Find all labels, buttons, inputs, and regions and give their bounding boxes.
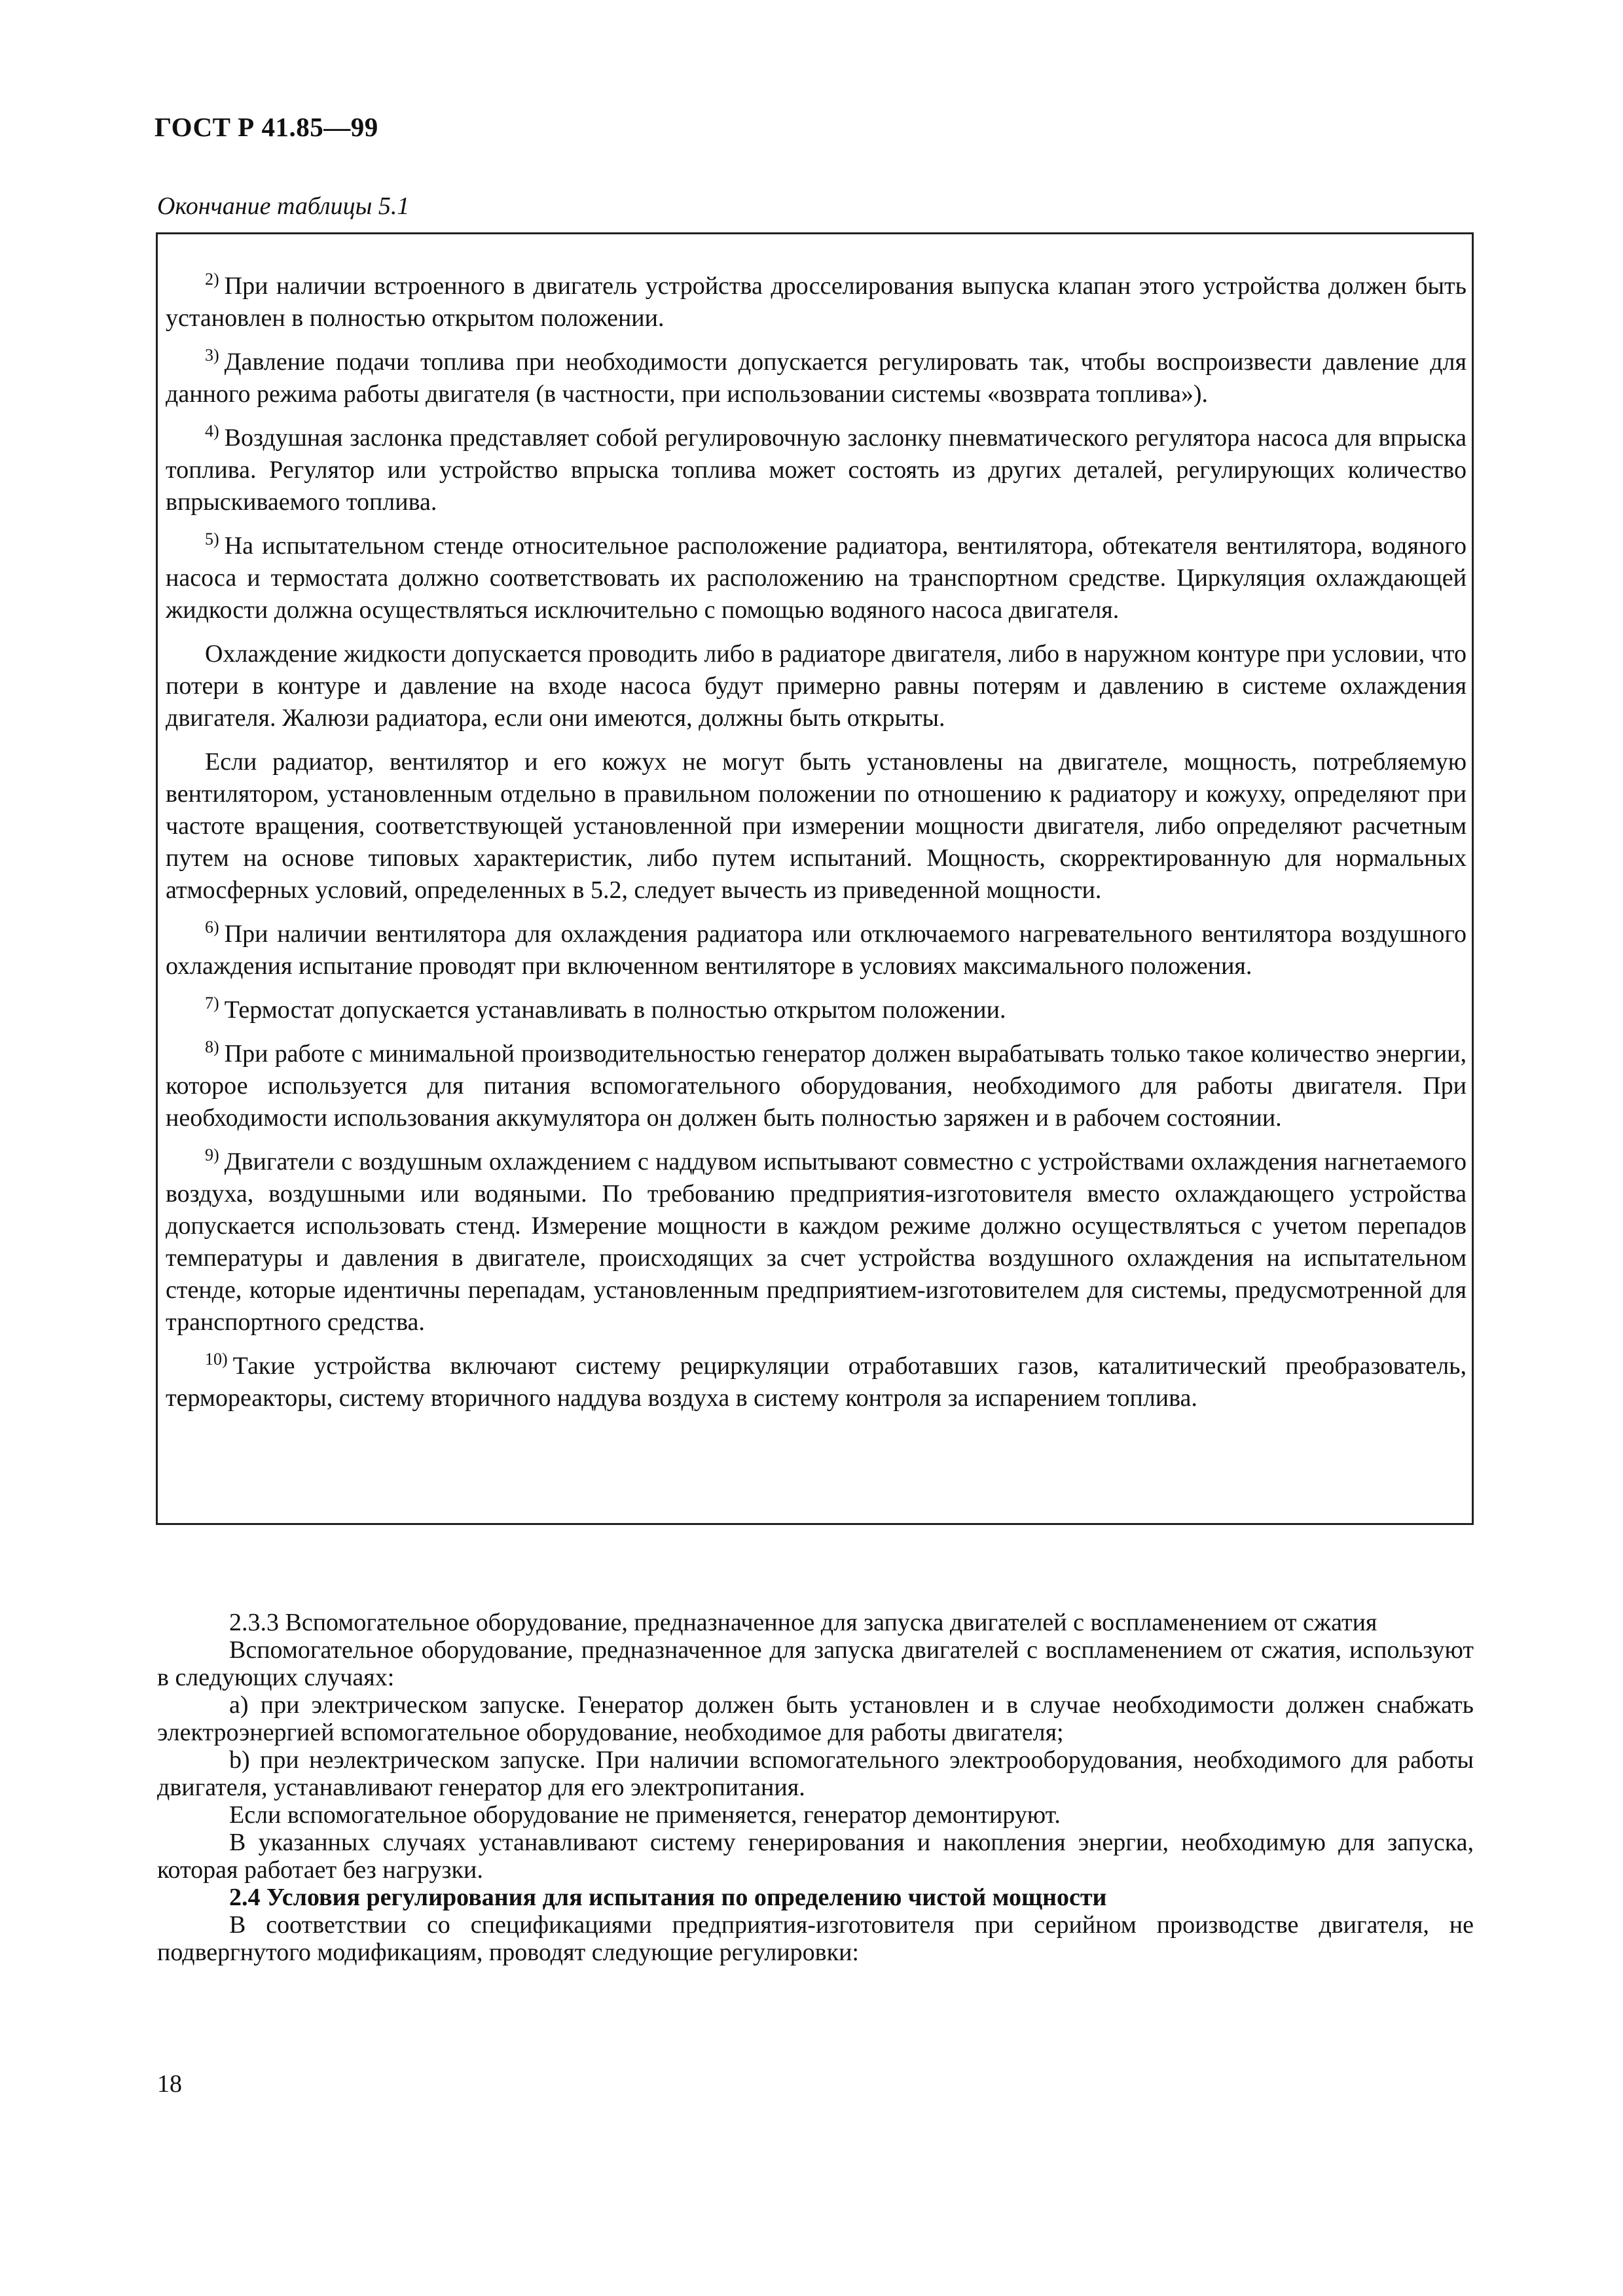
- table-note: [166, 530, 1467, 626]
- list-item: a) при электрическом запуске. Генератор должен быть установлен и в случае необходимости должен снабжать электроэнергией вспомогательное оборудование, необходимое для работы двигателя;: [157, 1691, 1474, 1746]
- note-text: На испытательном стенде относительное расположение радиатора, вентилятора, обтекателя вентилятора, водяного насоса и термостата должно соответствовать их расположению на транспортном средстве. Циркуляция охлаждающей жидкости должна осуществляться исключительно с помощью водяного насоса двигателя.: [166, 532, 1467, 624]
- table-note: [166, 638, 1467, 734]
- note-text: При наличии вентилятора для охлаждения радиатора или отключаемого нагревательного вентилятора воздушного охлаждения испытание проводят при включенном вентиляторе в условиях максимального положения.: [166, 920, 1467, 980]
- document-code: ГОСТ Р 41.85—99: [155, 112, 378, 142]
- page-number: 18: [157, 2070, 182, 2098]
- body-paragraph: Если вспомогательное оборудование не применяется, генератор демонтируют.: [229, 1801, 1061, 1829]
- note-text: При наличии встроенного в двигатель устройства дросселирования выпуска клапан этого устройства должен быть установлен в полностью открытом положении.: [166, 272, 1467, 332]
- note-text: Если радиатор, вентилятор и его кожух не могут быть установлены на двигателе, мощность, потребляемую вентилятором, установленным отдельно в правильном положении по отношению к радиатору и кожуху, определяют при частоте вращения, соответствующей установленной при измерении мощности двигателя, либо определяют расчетным путем на основе типовых характеристик, либо путем испытаний. Мощность, скорректированную для нормальных атмосферных условий, определенных в 5.2, следует вычесть из приведенной мощности.: [166, 748, 1467, 904]
- note-text: Двигатели с воздушным охлаждением с наддувом испытывают совместно с устройствами охлаждения нагнетаемого воздуха, воздушными или водяными. По требованию предприятия-изготовителя вместо охлаждающего устройства допускается использовать стенд. Измерение мощности в каждом режиме должно осуществляться с учетом перепадов температуры и давления в двигателе, происходящих за счет устройства воздушного охлаждения на испытательном стенде, которые идентичны перепадам, установленным предприятием-изготовителем для системы, предусмотренной для транспортного средства.: [166, 1148, 1467, 1336]
- note-text: Термостат допускается устанавливать в полностью открытом положении.: [224, 996, 1006, 1024]
- note-marker: 7): [205, 994, 219, 1013]
- table-note: [166, 918, 1467, 982]
- table-note: [166, 1146, 1467, 1338]
- table-note: [166, 270, 1467, 334]
- note-marker: 6): [205, 918, 219, 937]
- table-note: [166, 746, 1467, 906]
- note-marker: 2): [205, 270, 219, 289]
- table-caption: Окончание таблицы 5.1: [157, 192, 410, 220]
- note-text: Такие устройства включают систему рециркуляции отработавших газов, каталитический преобразователь, термореакторы, систему вторичного наддува воздуха в систему контроля за испарением топлива.: [166, 1352, 1467, 1412]
- table-note: [166, 1350, 1467, 1414]
- section-paragraph: 2.3.3 Вспомогательное оборудование, предназначенное для запуска двигателей с воспламенением от сжатия: [229, 1609, 1377, 1636]
- section-heading: 2.4 Условия регулирования для испытания по определению чистой мощности: [229, 1884, 1107, 1911]
- table-note: [166, 422, 1467, 518]
- table-note: [166, 1038, 1467, 1134]
- table-notes-box: [156, 232, 1474, 1525]
- body-paragraph: Вспомогательное оборудование, предназначенное для запуска двигателей с воспламенением от сжатия, используют в следующих случаях:: [157, 1636, 1474, 1691]
- note-marker: 5): [205, 529, 219, 548]
- body-text: [157, 1609, 1474, 1966]
- note-marker: 8): [205, 1037, 219, 1056]
- note-text: Давление подачи топлива при необходимости допускается регулировать так, чтобы воспроизвести давление для данного режима работы двигателя (в частности, при использовании системы «возврата топлива»).: [166, 348, 1467, 408]
- note-text: При работе с минимальной производительностью генератор должен вырабатывать только такое количество энергии, которое используется для питания вспомогательного оборудования, необходимого для работы двигателя. При необходимости использования аккумулятора он должен быть полностью заряжен и в рабочем состоянии.: [166, 1040, 1467, 1132]
- body-paragraph: В указанных случаях устанавливают систему генерирования и накопления энергии, необходимую для запуска, которая работает без нагрузки.: [157, 1829, 1474, 1884]
- note-text: Охлаждение жидкости допускается проводить либо в радиаторе двигателя, либо в наружном контуре при условии, что потери в контуре и давление на входе насоса будут примерно равны потерям и давлению в системе охлаждения двигателя. Жалюзи радиатора, если они имеются, должны быть открыты.: [166, 640, 1467, 732]
- note-marker: 3): [205, 346, 219, 365]
- note-marker: 9): [205, 1145, 219, 1164]
- body-paragraph: В соответствии со спецификациями предприятия-изготовителя при серийном производстве двигателя, не подвергнутого модификациям, проводят следующие регулировки:: [157, 1911, 1474, 1966]
- list-item: b) при неэлектрическом запуске. При наличии вспомогательного электрооборудования, необходимого для работы двигателя, устанавливают генератор для его электропитания.: [157, 1746, 1474, 1801]
- note-marker: 4): [205, 422, 219, 440]
- table-note: [166, 994, 1467, 1026]
- note-marker: 10): [205, 1350, 228, 1369]
- note-text: Воздушная заслонка представляет собой регулировочную заслонку пневматического регулятора насоса для впрыска топлива. Регулятор или устройство впрыска топлива может состоять из других деталей, регулирующих количество впрыскиваемого топлива.: [166, 424, 1467, 516]
- table-note: [166, 346, 1467, 410]
